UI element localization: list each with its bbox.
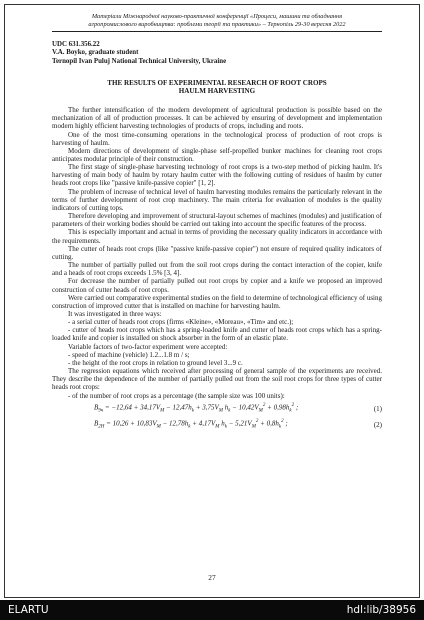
paragraph: Variable factors of two-factor experiment were accepted:	[68, 342, 228, 351]
running-header-line-2: агропромислового виробництва: проблеми теорії та практики» – Тернопіль 29-30 вересня 2022	[88, 21, 346, 28]
article-body	[52, 106, 382, 433]
article-meta	[52, 41, 382, 66]
running-header	[52, 13, 382, 32]
paragraph: This is especially important and actual in terms of providing the necessary quality indicators in accordance with the requirements.	[52, 228, 382, 245]
paragraph: Therefore developing and improvement of structural-layout schemes of machines (modules) and justification of parameters of their working bodies should be carried out taking into account the specific features of the process.	[52, 212, 382, 229]
repository-name: ELARTU	[8, 604, 49, 616]
paragraph: It was investigated in three ways:	[68, 309, 162, 318]
paragraph: Were carried out comparative experimental studies on the field to determine of technological efficiency of using construction of improved cutter that is installed on machine for harvesting haulm.	[52, 293, 382, 310]
paper-page	[4, 4, 420, 598]
paragraph: The cutter of heads root crops (like "passive knife-passive copier") not ensure of required quality indicators of cutting.	[52, 244, 382, 261]
list-item: - speed of machine (vehicle) 1.2...1.8 m / s;	[68, 350, 190, 359]
article-title-line-1: THE RESULTS OF EXPERIMENTAL RESEARCH OF ROOT CROPS	[107, 78, 327, 87]
list-item: - the height of the root crops in relation to ground level 3...9 c.	[68, 358, 243, 367]
affiliation-line: Ternopil Ivan Puluj National Technical University, Ukraine	[52, 57, 227, 65]
page-number: 27	[208, 573, 216, 582]
paragraph: For decrease the number of partially pulled out root crops by copier and a knife we proposed an improved construction of cutter heads of root crops.	[52, 277, 382, 294]
paragraph: The regression equations which received after processing of general sample of the experiments are received. They describe the dependence of the number of partially pulled out from the soil root crops for three types of cutter heads root crops:	[52, 367, 382, 392]
paragraph: The problem of increase of technical level of haulm harvesting modules remains the particularly relevant in the terms of further development of root crop machinery. The main criteria for evaluation of modules is the quality indicators of cutting tops.	[52, 187, 382, 212]
udc-code: UDC 631.356.22	[52, 41, 100, 48]
author-line: V.A. Boyko, graduate student	[52, 49, 139, 57]
list-item: - a serial cutter of heads root crops (firms «Kleine», «Moreau», «Tim» and etc.);	[68, 318, 294, 327]
article-title	[52, 79, 382, 96]
equation-1	[52, 401, 382, 417]
paragraph: The further intensification of the modern development of agricultural production is possible based on the mechanization of all of production processes. It can be achieved by ensuring of development and implementation modern highly efficient harvesting technologies of products of crops, including and roots.	[52, 106, 382, 131]
equation-2	[52, 417, 382, 433]
handle-id: hdl:lib/38956	[346, 604, 416, 616]
repository-footer	[0, 600, 424, 620]
equation-expression: $B_{9ч} = -12,64 + 34,17V_M - 12,47h_k + 3,75V_M$ $h_k - 10,42V_M^2 + 0,98h_k^2$ ;	[94, 402, 299, 414]
paragraph: The first stage of single-phase harvesting technology of root crops is a two-step method of picking haulm. It's harvesting of main body of haulm by rotary haulm cutter with the following cutting of residues of haulm by cutter heads root crops like "passive knife-passive copier" [1, 2].	[52, 163, 382, 188]
equation-number: (2)	[373, 421, 382, 430]
list-item: - cutter of heads root crops which has a spring-loaded knife and cutter of heads root crops which has a spring-loaded knife and copier is installed on shock absorber in the form of an elastic plate.	[52, 326, 382, 343]
page-content	[52, 13, 382, 433]
article-title-line-2: HAULM HARVESTING	[178, 87, 256, 96]
paragraph: The number of partially pulled out from the soil root crops during the contact interaction of the copier, knife and a heads of root crops exceeds 1.5% [3, 4].	[52, 261, 382, 278]
equation-number: (1)	[373, 404, 382, 413]
list-item: - of the number of root crops as a percentage (the sample size was 100 units):	[68, 391, 285, 400]
paragraph: Modern directions of development of single-phase self-propelled bunker machines for cleaning root crops anticipates modular principle of their construction.	[52, 146, 382, 164]
equation-expression: $B_{2Н} = 10,26 + 10,83V_M - 12,78h_k + 4,17V_M$ $h_k - 5,21V_M^2 + 0,8h_k^2$ ;	[94, 419, 288, 431]
paragraph: One of the most time-consuming operations in the technological process of production of root crops is harvesting of haulm.	[52, 130, 382, 147]
running-header-line-1: Матеріали Міжнародної науково-практичної конференції «Процеси, машини та обладнання	[91, 13, 343, 20]
